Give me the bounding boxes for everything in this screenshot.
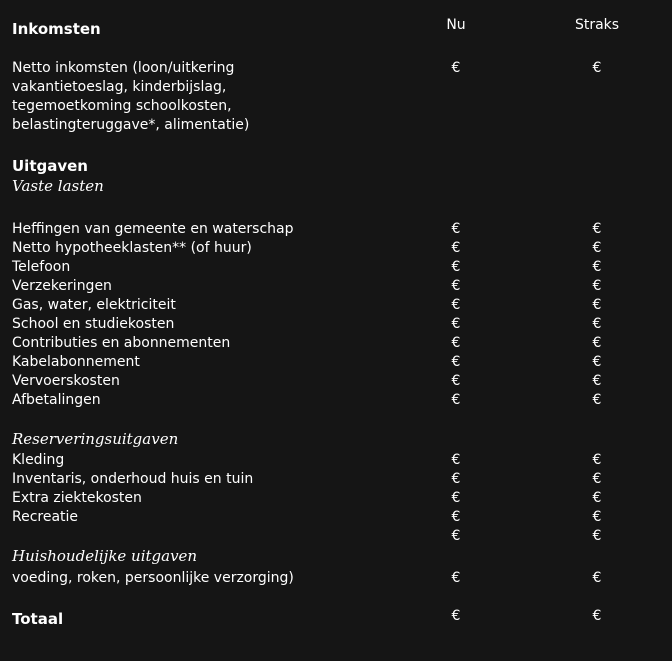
expense-row-label: Gas, water, elektriciteit (12, 297, 176, 313)
column-later-header: Straks (574, 17, 620, 33)
euro-later-field[interactable]: € (592, 608, 602, 624)
total-label: Totaal (12, 610, 64, 628)
expense-row-label: Kleding (12, 452, 65, 468)
column-now-header: Nu (446, 17, 466, 33)
euro-now-field[interactable]: € (451, 297, 461, 313)
euro-now-field[interactable]: € (451, 60, 461, 76)
expense-row-label: Heffingen van gemeente en waterschap (12, 221, 294, 237)
expense-row-label: Kabelabonnement (12, 354, 140, 370)
expense-row-label: Inventaris, onderhoud huis en tuin (12, 471, 254, 487)
euro-now-field[interactable]: € (451, 221, 461, 237)
euro-later-field[interactable]: € (592, 60, 602, 76)
income-line: belastingteruggave*, alimentatie) (12, 117, 250, 133)
fixed-costs-subheading: Vaste lasten (12, 177, 104, 195)
expense-row-label: Extra ziektekosten (12, 490, 142, 506)
euro-later-field[interactable]: € (592, 373, 602, 389)
income-line: tegemoetkoming schoolkosten, (12, 98, 232, 114)
euro-later-field[interactable]: € (592, 221, 602, 237)
euro-now-field[interactable]: € (451, 316, 461, 332)
euro-now-field[interactable]: € (451, 452, 461, 468)
euro-now-field[interactable]: € (451, 392, 461, 408)
euro-now-field[interactable]: € (451, 240, 461, 256)
euro-now-field[interactable]: € (451, 608, 461, 624)
euro-later-field[interactable]: € (592, 354, 602, 370)
euro-now-field[interactable]: € (451, 570, 461, 586)
euro-later-field[interactable]: € (592, 335, 602, 351)
euro-now-field[interactable]: € (451, 471, 461, 487)
euro-later-field[interactable]: € (592, 392, 602, 408)
euro-now-field[interactable]: € (451, 490, 461, 506)
euro-now-field[interactable]: € (451, 509, 461, 525)
euro-now-field[interactable]: € (451, 259, 461, 275)
euro-now-field[interactable]: € (451, 528, 461, 544)
income-line: Netto inkomsten (loon/uitkering (12, 60, 235, 76)
euro-later-field[interactable]: € (592, 278, 602, 294)
euro-later-field[interactable]: € (592, 316, 602, 332)
euro-later-field[interactable]: € (592, 509, 602, 525)
household-subheading: Huishoudelijke uitgaven (12, 547, 198, 565)
euro-later-field[interactable]: € (592, 570, 602, 586)
euro-now-field[interactable]: € (451, 278, 461, 294)
expense-row-label: Recreatie (12, 509, 79, 525)
expense-row-label: Telefoon (12, 259, 71, 275)
euro-now-field[interactable]: € (451, 354, 461, 370)
euro-later-field[interactable]: € (592, 240, 602, 256)
expense-row-label: School en studiekosten (12, 316, 175, 332)
euro-later-field[interactable]: € (592, 452, 602, 468)
euro-later-field[interactable]: € (592, 297, 602, 313)
income-line: vakantietoeslag, kinderbijslag, (12, 79, 227, 95)
expense-row-label: Netto hypotheeklasten** (of huur) (12, 240, 252, 256)
income-heading: Inkomsten (12, 20, 101, 38)
expense-row-label: Vervoerskosten (12, 373, 120, 389)
euro-now-field[interactable]: € (451, 335, 461, 351)
expense-row-label: voeding, roken, persoonlijke verzorging) (12, 570, 294, 586)
expense-row-label: Verzekeringen (12, 278, 112, 294)
euro-now-field[interactable]: € (451, 373, 461, 389)
reserve-subheading: Reserveringsuitgaven (12, 430, 179, 448)
expense-row-label: Contributies en abonnementen (12, 335, 231, 351)
expenses-heading: Uitgaven (12, 157, 88, 175)
euro-later-field[interactable]: € (592, 259, 602, 275)
euro-later-field[interactable]: € (592, 528, 602, 544)
euro-later-field[interactable]: € (592, 471, 602, 487)
euro-later-field[interactable]: € (592, 490, 602, 506)
expense-row-label: Afbetalingen (12, 392, 101, 408)
